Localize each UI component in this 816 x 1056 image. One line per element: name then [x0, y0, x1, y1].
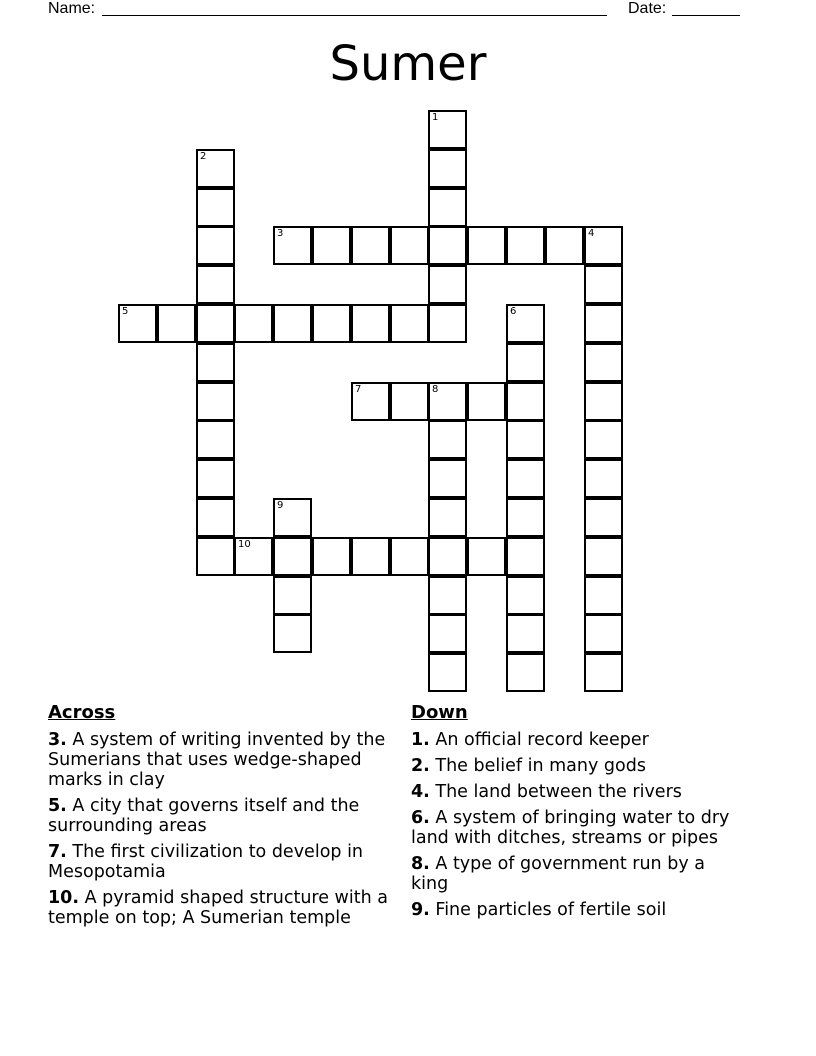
- grid-cell[interactable]: [506, 382, 545, 421]
- grid-cell[interactable]: [506, 614, 545, 653]
- clue-down-2: [411, 756, 741, 776]
- clue-down-1: [411, 730, 741, 750]
- clue-down-9: [411, 900, 741, 920]
- cell-number: 3: [277, 228, 284, 239]
- grid-cell[interactable]: [196, 304, 235, 343]
- grid-cell[interactable]: [584, 343, 623, 382]
- grid-cell[interactable]: [584, 537, 623, 576]
- grid-cell[interactable]: [506, 653, 545, 692]
- clue-down-8: [411, 854, 741, 894]
- grid-cell[interactable]: [584, 304, 623, 343]
- grid-cell[interactable]: [273, 304, 312, 343]
- grid-cell[interactable]: [584, 498, 623, 537]
- grid-cell[interactable]: [545, 226, 584, 265]
- clue-text: A system of writing invented by the Sumerians that uses wedge-shaped marks in clay: [48, 730, 386, 790]
- date-label: Date:: [628, 0, 667, 17]
- clue-text: An official record keeper: [435, 730, 649, 750]
- grid-cell[interactable]: [312, 226, 351, 265]
- grid-cell[interactable]: [467, 226, 506, 265]
- grid-cell[interactable]: [273, 498, 312, 537]
- cell-number: 1: [432, 112, 439, 123]
- grid-cell[interactable]: [273, 537, 312, 576]
- grid-cell[interactable]: [428, 498, 467, 537]
- clue-number: 8.: [411, 854, 430, 874]
- grid-cell[interactable]: [390, 537, 429, 576]
- grid-cell[interactable]: [273, 614, 312, 653]
- grid-cell[interactable]: [506, 459, 545, 498]
- grid-cell[interactable]: [234, 304, 273, 343]
- grid-cell[interactable]: [584, 576, 623, 615]
- grid-cell[interactable]: [196, 537, 235, 576]
- grid-cell[interactable]: [506, 576, 545, 615]
- name-label: Name:: [48, 0, 96, 17]
- grid-cell[interactable]: [584, 653, 623, 692]
- grid-cell[interactable]: [584, 459, 623, 498]
- grid-cell[interactable]: [196, 226, 235, 265]
- clue-number: 7.: [48, 842, 67, 862]
- grid-cell[interactable]: [428, 576, 467, 615]
- grid-cell[interactable]: [196, 343, 235, 382]
- grid-cell[interactable]: [273, 576, 312, 615]
- grid-cell[interactable]: [196, 498, 235, 537]
- grid-cell[interactable]: [390, 304, 429, 343]
- clue-text: The land between the rivers: [435, 782, 682, 802]
- clue-across-5: [48, 796, 398, 836]
- grid-cell[interactable]: [428, 188, 467, 227]
- grid-cell[interactable]: [234, 537, 273, 576]
- grid-cell[interactable]: [467, 382, 506, 421]
- across-clues: [48, 702, 398, 934]
- grid-cell[interactable]: [196, 382, 235, 421]
- cell-number: 10: [238, 539, 251, 550]
- clue-number: 3.: [48, 730, 67, 750]
- clue-text: A type of government run by a king: [411, 854, 705, 894]
- clue-across-7: [48, 842, 398, 882]
- grid-cell[interactable]: [390, 226, 429, 265]
- clue-across-10: [48, 888, 398, 928]
- grid-cell[interactable]: [584, 226, 623, 265]
- grid-cell[interactable]: [273, 226, 312, 265]
- clue-text: A system of bringing water to dry land with ditches, streams or pipes: [411, 808, 730, 848]
- clue-number: 10.: [48, 888, 80, 908]
- clue-text: A pyramid shaped structure with a temple on top; A Sumerian temple: [48, 888, 388, 928]
- clue-number: 6.: [411, 808, 430, 828]
- grid-cell[interactable]: [428, 304, 467, 343]
- grid-cell[interactable]: [584, 265, 623, 304]
- clue-number: 4.: [411, 782, 430, 802]
- across-heading: Across: [48, 702, 116, 723]
- grid-cell[interactable]: [196, 188, 235, 227]
- grid-cell[interactable]: [506, 304, 545, 343]
- clue-number: 5.: [48, 796, 67, 816]
- grid-cell[interactable]: [428, 537, 467, 576]
- grid-cell[interactable]: [584, 382, 623, 421]
- grid-cell[interactable]: [196, 149, 235, 188]
- grid-cell[interactable]: [428, 420, 467, 459]
- grid-cell[interactable]: [428, 265, 467, 304]
- cell-number: 5: [122, 306, 129, 317]
- clue-across-3: [48, 730, 398, 790]
- cell-number: 4: [588, 228, 595, 239]
- grid-cell[interactable]: [506, 420, 545, 459]
- grid-cell[interactable]: [428, 110, 467, 149]
- grid-cell[interactable]: [312, 537, 351, 576]
- clue-down-4: [411, 782, 741, 802]
- grid-cell[interactable]: [196, 459, 235, 498]
- grid-cell[interactable]: [157, 304, 196, 343]
- puzzle-title: Sumer: [329, 36, 487, 92]
- grid-cell[interactable]: [351, 226, 390, 265]
- clue-number: 1.: [411, 730, 430, 750]
- clue-down-6: [411, 808, 741, 848]
- grid-cell[interactable]: [351, 382, 390, 421]
- grid-cell[interactable]: [428, 653, 467, 692]
- clue-number: 9.: [411, 900, 430, 920]
- grid-cell[interactable]: [312, 304, 351, 343]
- grid-cell[interactable]: [428, 614, 467, 653]
- grid-cell[interactable]: [390, 382, 429, 421]
- cell-number: 2: [200, 151, 207, 162]
- grid-cell[interactable]: [428, 149, 467, 188]
- clue-text: A city that governs itself and the surrounding areas: [48, 796, 360, 836]
- down-clues: [411, 702, 741, 926]
- cell-number: 9: [277, 500, 284, 511]
- grid-cell[interactable]: [506, 343, 545, 382]
- grid-cell[interactable]: [584, 420, 623, 459]
- grid-cell[interactable]: [506, 498, 545, 537]
- cell-number: 6: [510, 306, 517, 317]
- grid-cell[interactable]: [351, 304, 390, 343]
- grid-cell[interactable]: [506, 537, 545, 576]
- cell-number: 8: [432, 384, 439, 395]
- clue-text: Fine particles of fertile soil: [435, 900, 667, 920]
- grid-cell[interactable]: [428, 459, 467, 498]
- grid-cell[interactable]: [467, 537, 506, 576]
- grid-cell[interactable]: [196, 265, 235, 304]
- grid-cell[interactable]: [506, 226, 545, 265]
- grid-cell[interactable]: [428, 382, 467, 421]
- clue-text: The belief in many gods: [435, 756, 646, 776]
- grid-cell[interactable]: [428, 226, 467, 265]
- down-heading: Down: [411, 702, 468, 723]
- cell-number: 7: [355, 384, 362, 395]
- grid-cell[interactable]: [196, 420, 235, 459]
- clue-text: The first civilization to develop in Mesopotamia: [48, 842, 364, 882]
- grid-cell[interactable]: [118, 304, 157, 343]
- grid-cell[interactable]: [584, 614, 623, 653]
- clue-number: 2.: [411, 756, 430, 776]
- grid-cell[interactable]: [351, 537, 390, 576]
